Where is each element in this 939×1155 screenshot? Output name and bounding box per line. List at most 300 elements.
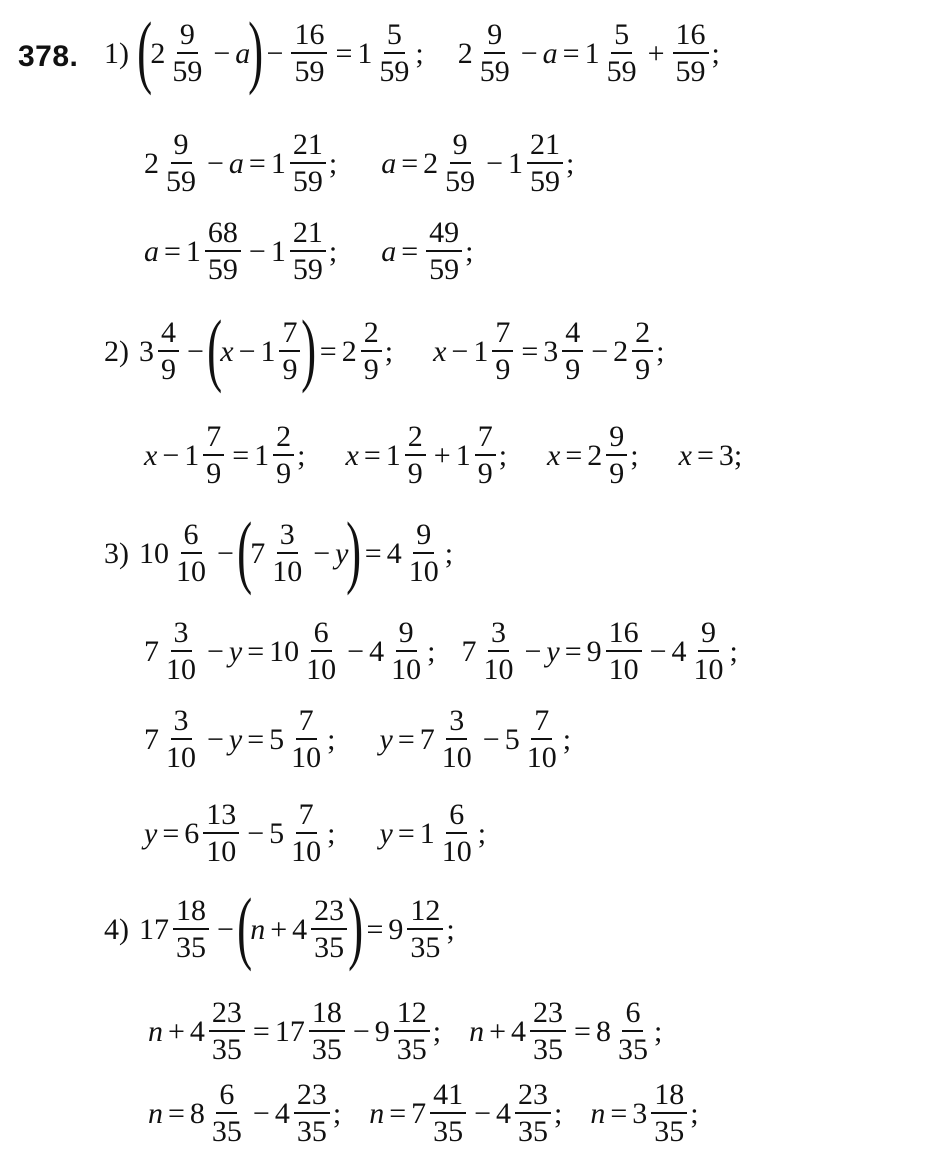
denominator: 10 bbox=[166, 741, 196, 774]
fraction bbox=[562, 318, 583, 385]
denominator: 35 bbox=[314, 931, 345, 964]
numerator: 3 bbox=[446, 706, 467, 740]
operator: = bbox=[397, 816, 415, 850]
operator: = bbox=[565, 438, 583, 472]
whole: 8 bbox=[189, 1096, 205, 1130]
denominator: 10 bbox=[441, 835, 472, 868]
operator: − bbox=[248, 234, 266, 268]
part3-line1 bbox=[104, 504, 454, 596]
separator: ; bbox=[477, 816, 487, 850]
numerator: 13 bbox=[203, 800, 239, 834]
operator: − bbox=[591, 334, 609, 368]
operator: − bbox=[451, 334, 469, 368]
whole: 5 bbox=[504, 722, 520, 756]
fraction bbox=[515, 1080, 551, 1147]
operator: − bbox=[207, 634, 224, 668]
numerator: 9 bbox=[177, 20, 198, 54]
denominator: 59 bbox=[292, 253, 323, 286]
part3-label: 3) bbox=[104, 536, 129, 570]
part1-line1 bbox=[104, 4, 720, 96]
numerator: 7 bbox=[203, 422, 224, 456]
operator: = bbox=[335, 36, 353, 70]
fraction bbox=[439, 800, 475, 867]
numerator: 7 bbox=[531, 706, 552, 740]
numerator: 21 bbox=[290, 218, 326, 252]
numerator: 6 bbox=[446, 800, 467, 834]
variable: x bbox=[433, 334, 447, 368]
numerator: 6 bbox=[622, 998, 643, 1032]
denominator: 9 bbox=[495, 353, 511, 386]
numerator: 9 bbox=[413, 520, 434, 554]
operator: = bbox=[564, 634, 582, 668]
operator: − bbox=[217, 536, 234, 570]
operator: = bbox=[168, 1096, 185, 1130]
operator: = bbox=[574, 1014, 591, 1048]
operator: = bbox=[247, 634, 265, 668]
fraction bbox=[606, 422, 627, 489]
operator: − bbox=[187, 334, 204, 368]
fraction bbox=[426, 218, 462, 285]
fraction bbox=[475, 422, 496, 489]
operator: + bbox=[168, 1014, 185, 1048]
operator: − bbox=[649, 634, 667, 668]
whole: 9 bbox=[388, 912, 404, 946]
denominator: 10 bbox=[291, 835, 322, 868]
denominator: 59 bbox=[606, 55, 637, 88]
operator: − bbox=[352, 1014, 370, 1048]
variable: x bbox=[220, 334, 234, 368]
numerator: 9 bbox=[484, 20, 505, 54]
whole: 2 bbox=[587, 438, 603, 472]
fraction bbox=[203, 800, 239, 867]
whole: 1 bbox=[254, 438, 270, 472]
denominator: 35 bbox=[533, 1033, 564, 1066]
part4-line1 bbox=[104, 880, 455, 972]
numerator: 9 bbox=[606, 422, 627, 456]
fraction bbox=[311, 896, 347, 963]
fraction bbox=[290, 218, 326, 285]
operator: = bbox=[401, 146, 419, 180]
fraction bbox=[632, 318, 653, 385]
denominator: 10 bbox=[693, 653, 724, 686]
operator: = bbox=[364, 536, 382, 570]
numerator: 7 bbox=[492, 318, 513, 352]
denominator: 9 bbox=[276, 457, 292, 490]
operator: = bbox=[521, 334, 539, 368]
operator: = bbox=[247, 722, 265, 756]
operator: = bbox=[232, 438, 250, 472]
numerator: 68 bbox=[205, 218, 241, 252]
fraction bbox=[442, 130, 478, 197]
fraction bbox=[527, 130, 563, 197]
fraction bbox=[480, 618, 516, 685]
fraction bbox=[290, 130, 326, 197]
variable: n bbox=[590, 1096, 606, 1130]
denominator: 35 bbox=[617, 1033, 648, 1066]
fraction bbox=[279, 318, 300, 385]
separator: ; bbox=[562, 722, 572, 756]
operator: − bbox=[207, 146, 224, 180]
whole: 4 bbox=[496, 1096, 512, 1130]
denominator: 35 bbox=[311, 1033, 342, 1066]
operator: = bbox=[164, 234, 181, 268]
denominator: 9 bbox=[477, 457, 493, 490]
operator: = bbox=[397, 722, 415, 756]
whole: 1 bbox=[260, 334, 276, 368]
numerator: 7 bbox=[296, 800, 317, 834]
variable: x bbox=[144, 438, 158, 472]
denominator: 59 bbox=[429, 253, 460, 286]
operator: − bbox=[252, 1096, 270, 1130]
fraction bbox=[604, 20, 640, 87]
fraction bbox=[394, 998, 430, 1065]
numerator: 6 bbox=[311, 618, 332, 652]
denominator: 9 bbox=[407, 457, 423, 490]
denominator: 35 bbox=[433, 1115, 464, 1148]
numerator: 23 bbox=[209, 998, 245, 1032]
part4-line3 bbox=[148, 1080, 699, 1147]
numerator: 9 bbox=[396, 618, 417, 652]
whole: 5 bbox=[269, 816, 285, 850]
numerator: 18 bbox=[173, 896, 209, 930]
separator: ; bbox=[327, 722, 336, 756]
fraction bbox=[524, 706, 560, 773]
whole: 4 bbox=[292, 912, 308, 946]
denominator: 9 bbox=[363, 353, 379, 386]
denominator: 10 bbox=[526, 741, 557, 774]
variable: a bbox=[542, 36, 558, 70]
operator: − bbox=[217, 912, 234, 946]
denominator: 35 bbox=[654, 1115, 685, 1148]
numerator: 7 bbox=[296, 706, 317, 740]
operator: − bbox=[524, 634, 542, 668]
operator: = bbox=[252, 1014, 270, 1048]
whole: 4 bbox=[386, 536, 402, 570]
numerator: 3 bbox=[277, 520, 298, 554]
fraction bbox=[361, 318, 382, 385]
numerator: 9 bbox=[450, 130, 471, 164]
operator: = bbox=[610, 1096, 628, 1130]
operator: + bbox=[270, 912, 288, 946]
numerator: 4 bbox=[562, 318, 583, 352]
fraction bbox=[388, 618, 424, 685]
denominator: 35 bbox=[410, 931, 441, 964]
denominator: 9 bbox=[635, 353, 651, 386]
variable: y bbox=[228, 634, 243, 668]
numerator: 23 bbox=[515, 1080, 551, 1114]
operator: − bbox=[238, 334, 256, 368]
fraction bbox=[163, 706, 199, 773]
fraction bbox=[209, 1080, 245, 1147]
part2-line1 bbox=[104, 302, 665, 394]
operator: = bbox=[401, 234, 419, 268]
numerator: 16 bbox=[673, 20, 709, 54]
denominator: 59 bbox=[479, 55, 510, 88]
numerator: 4 bbox=[158, 318, 179, 352]
whole: 6 bbox=[184, 816, 200, 850]
whole: 2 bbox=[423, 146, 439, 180]
numerator: 5 bbox=[384, 20, 405, 54]
fraction bbox=[405, 422, 426, 489]
numerator: 7 bbox=[475, 422, 496, 456]
separator: ; bbox=[328, 234, 338, 268]
denominator: 59 bbox=[292, 165, 323, 198]
close-paren: ) bbox=[348, 880, 364, 972]
fraction bbox=[173, 896, 209, 963]
denominator: 10 bbox=[291, 741, 322, 774]
operator: − bbox=[266, 36, 284, 70]
numerator: 5 bbox=[611, 20, 632, 54]
part3-line2 bbox=[144, 618, 738, 685]
value: 3 bbox=[718, 438, 734, 472]
whole: 7 bbox=[411, 1096, 427, 1130]
part2-label: 2) bbox=[104, 334, 129, 368]
whole: 2 bbox=[341, 334, 357, 368]
fraction bbox=[430, 1080, 466, 1147]
numerator: 12 bbox=[407, 896, 443, 930]
fraction bbox=[691, 618, 727, 685]
operator: − bbox=[162, 438, 180, 472]
denominator: 59 bbox=[207, 253, 238, 286]
variable: y bbox=[335, 536, 349, 570]
variable: a bbox=[235, 36, 251, 70]
variable: a bbox=[381, 146, 397, 180]
denominator: 35 bbox=[518, 1115, 549, 1148]
variable: y bbox=[228, 722, 243, 756]
separator: ; bbox=[554, 1096, 563, 1130]
open-paren: ( bbox=[137, 4, 153, 96]
whole: 3 bbox=[543, 334, 559, 368]
fraction bbox=[288, 800, 324, 867]
part1-line2 bbox=[144, 130, 574, 197]
denominator: 9 bbox=[565, 353, 581, 386]
separator: ; bbox=[733, 438, 743, 472]
variable: a bbox=[381, 234, 397, 268]
close-paren: ) bbox=[346, 504, 362, 596]
whole: 4 bbox=[274, 1096, 290, 1130]
separator: ; bbox=[656, 334, 665, 368]
separator: ; bbox=[384, 334, 394, 368]
denominator: 35 bbox=[176, 931, 206, 964]
whole: 3 bbox=[632, 1096, 648, 1130]
whole: 1 bbox=[508, 146, 524, 180]
separator: ; bbox=[446, 912, 455, 946]
fraction bbox=[606, 618, 642, 685]
operator: = bbox=[562, 36, 580, 70]
operator: = bbox=[319, 334, 337, 368]
operator: − bbox=[474, 1096, 492, 1130]
whole: 1 bbox=[419, 816, 435, 850]
variable: n bbox=[250, 912, 266, 946]
close-paren: ) bbox=[248, 4, 264, 96]
whole: 10 bbox=[269, 634, 300, 668]
numerator: 12 bbox=[394, 998, 430, 1032]
fraction bbox=[615, 998, 651, 1065]
operator: − bbox=[482, 722, 500, 756]
operator: − bbox=[213, 36, 231, 70]
whole: 1 bbox=[584, 36, 600, 70]
denominator: 10 bbox=[206, 835, 237, 868]
fraction bbox=[477, 20, 513, 87]
numerator: 23 bbox=[530, 998, 566, 1032]
part4-line2 bbox=[148, 998, 662, 1065]
fraction bbox=[407, 896, 443, 963]
denominator: 10 bbox=[306, 653, 337, 686]
denominator: 10 bbox=[441, 741, 472, 774]
open-paren: ( bbox=[207, 302, 223, 394]
separator: ; bbox=[297, 438, 306, 472]
numerator: 21 bbox=[290, 130, 326, 164]
fraction bbox=[173, 520, 209, 587]
separator: ; bbox=[328, 146, 338, 180]
fraction bbox=[158, 318, 179, 385]
part3-line3 bbox=[144, 706, 571, 773]
numerator: 16 bbox=[291, 20, 327, 54]
whole: 4 bbox=[189, 1014, 205, 1048]
denominator: 9 bbox=[206, 457, 222, 490]
separator: ; bbox=[498, 438, 508, 472]
operator: = bbox=[363, 438, 381, 472]
numerator: 49 bbox=[426, 218, 462, 252]
denominator: 9 bbox=[282, 353, 298, 386]
denominator: 59 bbox=[530, 165, 561, 198]
whole: 17 bbox=[139, 912, 169, 946]
operator: + bbox=[433, 438, 451, 472]
variable: n bbox=[369, 1096, 385, 1130]
fraction bbox=[406, 520, 442, 587]
denominator: 10 bbox=[391, 653, 422, 686]
separator: ; bbox=[444, 536, 454, 570]
whole: 4 bbox=[369, 634, 385, 668]
numerator: 16 bbox=[606, 618, 642, 652]
operator: + bbox=[647, 36, 665, 70]
numerator: 3 bbox=[488, 618, 509, 652]
denominator: 10 bbox=[166, 653, 196, 686]
denominator: 10 bbox=[272, 555, 303, 588]
numerator: 2 bbox=[361, 318, 382, 352]
whole: 1 bbox=[270, 146, 286, 180]
numerator: 18 bbox=[651, 1080, 687, 1114]
separator: ; bbox=[332, 1096, 342, 1130]
operator: = bbox=[248, 146, 266, 180]
fraction bbox=[288, 706, 324, 773]
separator: ; bbox=[566, 146, 575, 180]
numerator: 6 bbox=[216, 1080, 237, 1114]
part2-line2 bbox=[144, 422, 742, 489]
numerator: 18 bbox=[309, 998, 345, 1032]
operator: − bbox=[247, 816, 265, 850]
denominator: 59 bbox=[172, 55, 203, 88]
denominator: 35 bbox=[296, 1115, 327, 1148]
separator: ; bbox=[432, 1014, 442, 1048]
variable: x bbox=[345, 438, 359, 472]
numerator: 2 bbox=[273, 422, 294, 456]
denominator: 35 bbox=[211, 1033, 242, 1066]
variable: x bbox=[678, 438, 692, 472]
whole: 1 bbox=[185, 234, 201, 268]
separator: ; bbox=[690, 1096, 699, 1130]
fraction bbox=[163, 618, 199, 685]
denominator: 10 bbox=[483, 653, 514, 686]
numerator: 2 bbox=[405, 422, 426, 456]
denominator: 59 bbox=[445, 165, 476, 198]
numerator: 23 bbox=[294, 1080, 330, 1114]
close-paren: ) bbox=[301, 302, 317, 394]
denominator: 9 bbox=[609, 457, 625, 490]
part1-label: 1) bbox=[104, 36, 129, 70]
denominator: 35 bbox=[396, 1033, 427, 1066]
open-paren: ( bbox=[237, 880, 253, 972]
denominator: 59 bbox=[294, 55, 325, 88]
separator: ; bbox=[653, 1014, 663, 1048]
whole: 7 bbox=[250, 536, 266, 570]
whole: 1 bbox=[455, 438, 471, 472]
denominator: 35 bbox=[211, 1115, 242, 1148]
numerator: 7 bbox=[279, 318, 300, 352]
fraction bbox=[269, 520, 305, 587]
whole: 8 bbox=[595, 1014, 611, 1048]
numerator: 21 bbox=[527, 130, 563, 164]
operator: − bbox=[207, 722, 224, 756]
variable: n bbox=[469, 1014, 485, 1048]
whole: 2 bbox=[613, 334, 629, 368]
variable: a bbox=[144, 234, 159, 268]
part4-label: 4) bbox=[104, 912, 129, 946]
whole: 10 bbox=[139, 536, 169, 570]
fraction bbox=[291, 20, 327, 87]
whole: 7 bbox=[144, 722, 159, 756]
whole: 1 bbox=[385, 438, 401, 472]
operator: = bbox=[696, 438, 714, 472]
fraction bbox=[651, 1080, 687, 1147]
variable: y bbox=[546, 634, 560, 668]
fraction bbox=[205, 218, 241, 285]
numerator: 3 bbox=[171, 706, 192, 740]
fraction bbox=[530, 998, 566, 1065]
whole: 4 bbox=[671, 634, 687, 668]
fraction bbox=[294, 1080, 330, 1147]
whole: 1 bbox=[184, 438, 200, 472]
whole: 17 bbox=[274, 1014, 305, 1048]
operator: − bbox=[313, 536, 331, 570]
whole: 1 bbox=[473, 334, 489, 368]
whole: 9 bbox=[374, 1014, 390, 1048]
fraction bbox=[273, 422, 294, 489]
fraction bbox=[439, 706, 475, 773]
denominator: 59 bbox=[379, 55, 410, 88]
whole: 7 bbox=[419, 722, 435, 756]
fraction bbox=[203, 422, 224, 489]
operator: + bbox=[489, 1014, 507, 1048]
fraction bbox=[376, 20, 412, 87]
whole: 4 bbox=[511, 1014, 527, 1048]
variable: y bbox=[379, 722, 393, 756]
numerator: 9 bbox=[171, 130, 192, 164]
whole: 5 bbox=[269, 722, 285, 756]
denominator: 59 bbox=[675, 55, 706, 88]
numerator: 3 bbox=[171, 618, 192, 652]
operator: = bbox=[162, 816, 180, 850]
fraction bbox=[673, 20, 709, 87]
separator: ; bbox=[465, 234, 474, 268]
operator: = bbox=[389, 1096, 407, 1130]
variable: n bbox=[148, 1096, 163, 1130]
variable: x bbox=[547, 438, 561, 472]
variable: n bbox=[148, 1014, 163, 1048]
numerator: 2 bbox=[632, 318, 653, 352]
denominator: 10 bbox=[608, 653, 639, 686]
whole: 1 bbox=[357, 36, 373, 70]
